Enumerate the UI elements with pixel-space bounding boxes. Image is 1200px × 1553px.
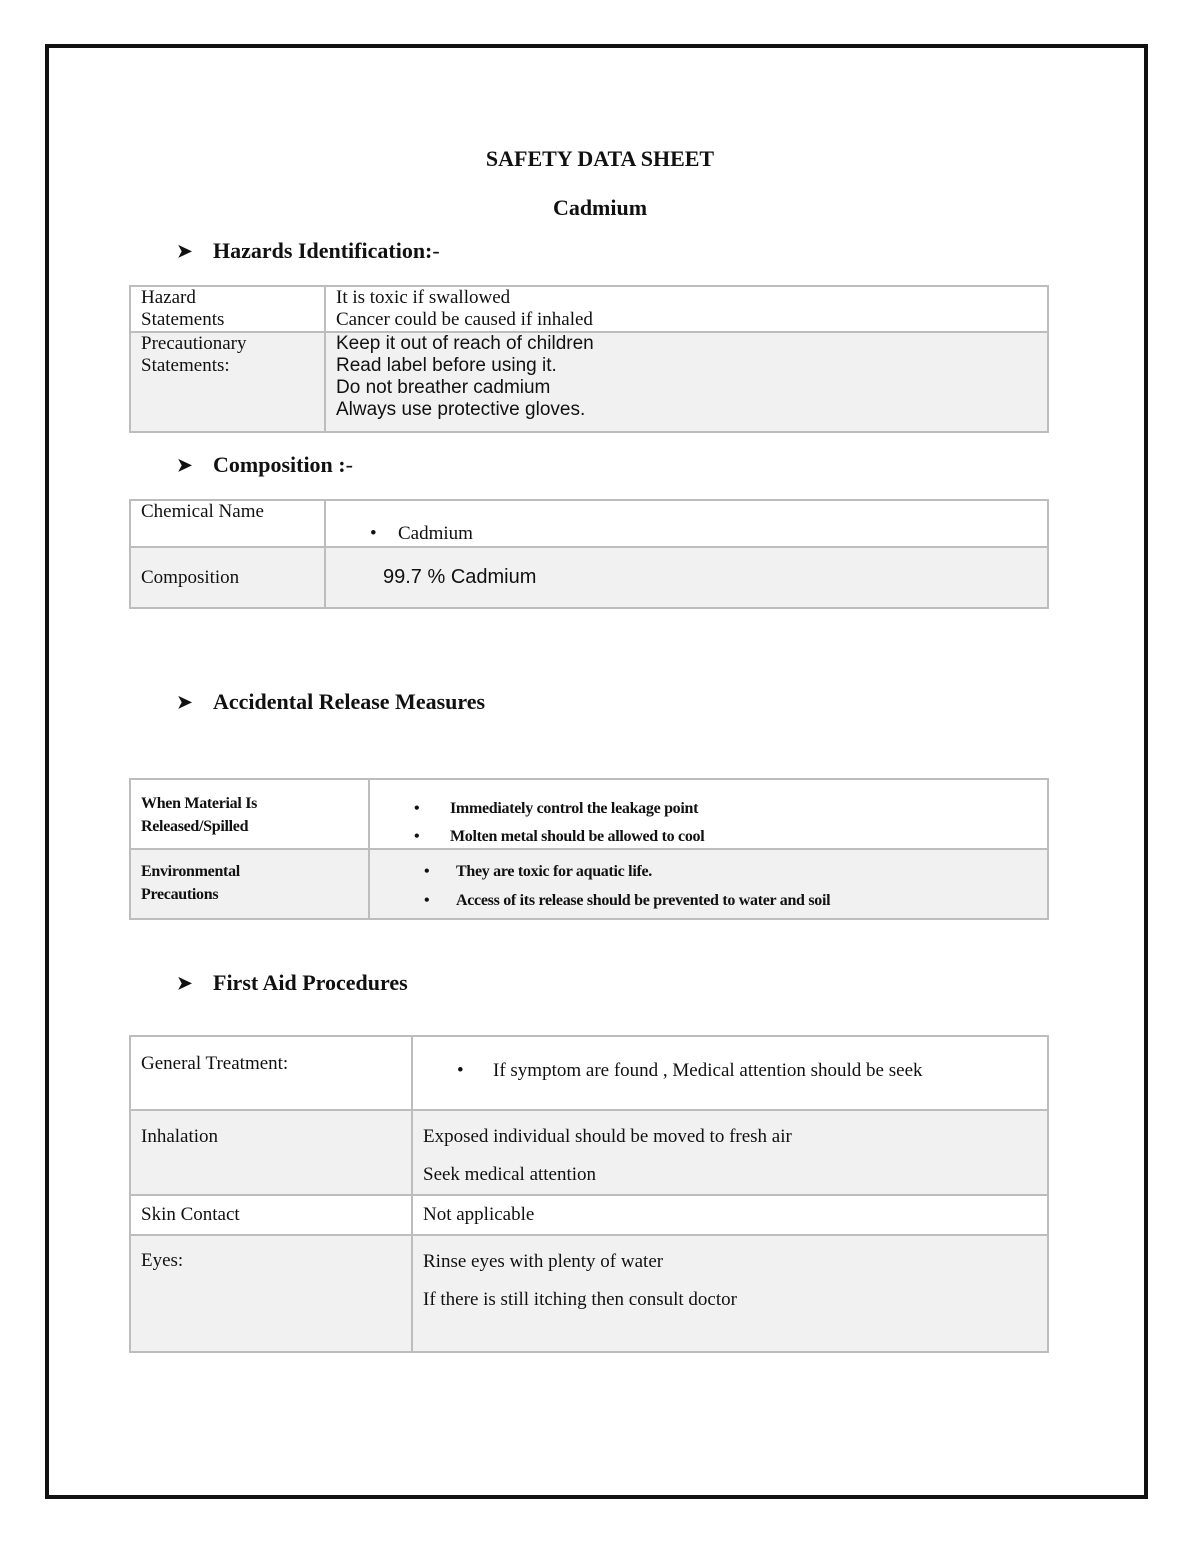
instruction-line: Exposed individual should be moved to fresh air [423, 1126, 792, 1147]
row-value-cell [412, 1036, 1048, 1110]
row-label-cell [130, 547, 325, 608]
row-label-cell [130, 1110, 412, 1195]
list-item [380, 884, 1037, 918]
row-value-cell [412, 1235, 1048, 1352]
row-label: Environmental Precautions [141, 863, 240, 903]
heading-text: First Aid Procedures [213, 970, 408, 995]
composition-table [129, 499, 1049, 609]
row-label-cell [130, 1195, 412, 1235]
bullet-icon: • [414, 800, 420, 817]
row-label-cell [130, 500, 325, 547]
document-subtitle: Cadmium [552, 195, 648, 220]
first-aid-table [129, 1035, 1049, 1353]
accidental-release-table [129, 778, 1049, 920]
bullet-icon: • [457, 1060, 464, 1081]
list-item-text: If symptom are found , Medical attention should be seek [493, 1060, 923, 1081]
table-row [130, 779, 1048, 849]
row-value-cell [325, 547, 1048, 608]
table-row [130, 1110, 1048, 1195]
row-value-cell [412, 1110, 1048, 1195]
bullet-icon: • [424, 863, 430, 880]
list-item [380, 826, 1037, 848]
document-title: SAFETY DATA SHEET [485, 146, 715, 171]
list-item [423, 1061, 1037, 1081]
list-item [380, 860, 1037, 884]
heading-text: Composition : [213, 452, 346, 477]
row-label: Skin Contact [141, 1204, 240, 1225]
row-label: When Material Is Released/Spilled [141, 795, 258, 835]
statement-line: Always use protective gloves. [336, 399, 586, 420]
heading-text: Accidental Release Measures [213, 689, 486, 714]
statement-line: Read label before using it. [336, 355, 557, 376]
row-label-cell [130, 1036, 412, 1110]
table-row [130, 500, 1048, 547]
row-label: Chemical Name [141, 501, 264, 522]
row-label: Inhalation [141, 1126, 219, 1147]
list-item [380, 792, 1037, 826]
instruction-line: Seek medical attention [423, 1164, 597, 1185]
bullet-icon: • [424, 892, 430, 909]
statement-line: Keep it out of reach of children [336, 333, 594, 354]
statement-line: Do not breather cadmium [336, 377, 551, 398]
row-label: Composition [141, 566, 240, 588]
heading-suffix: - [432, 238, 440, 263]
row-value-cell [412, 1195, 1048, 1235]
table-row [130, 547, 1048, 608]
row-label-cell [130, 1235, 412, 1352]
table-row [130, 1195, 1048, 1235]
list-item-text: Access of its release should be prevented to water and soil [456, 892, 831, 909]
row-value-cell [325, 500, 1048, 547]
row-label-cell [130, 286, 325, 332]
row-label-cell [130, 332, 325, 432]
instruction-line: If there is still itching then consult doctor [423, 1289, 737, 1310]
row-label-cell [130, 779, 369, 849]
table-row [130, 332, 1048, 432]
table-row [130, 286, 1048, 332]
list-item [336, 501, 1037, 545]
section-heading-first-aid [177, 970, 408, 996]
table-row [130, 849, 1048, 919]
section-heading-accidental-release [177, 689, 485, 715]
hazards-table [129, 285, 1049, 433]
chemical-name: Cadmium [398, 523, 473, 544]
list-item-text: Molten metal should be allowed to cool [450, 828, 705, 845]
arrow-icon: ➤ [177, 454, 193, 475]
heading-suffix: - [345, 452, 353, 477]
statement-line: Cancer could be caused if inhaled [336, 309, 593, 330]
heading-text: Hazards Identification: [213, 238, 433, 263]
arrow-icon: ➤ [177, 691, 193, 712]
row-label: Eyes: [141, 1250, 184, 1271]
instruction-line: Not applicable [423, 1204, 535, 1225]
table-row [130, 1235, 1048, 1352]
row-value-cell [369, 779, 1048, 849]
row-label: General Treatment: [141, 1053, 289, 1074]
statement-line: It is toxic if swallowed [336, 287, 511, 308]
row-value-cell [325, 332, 1048, 432]
list-item-text: Immediately control the leakage point [450, 800, 699, 817]
composition-value: 99.7 % Cadmium [383, 566, 537, 588]
instruction-line: Rinse eyes with plenty of water [423, 1251, 664, 1272]
list-item-text: They are toxic for aquatic life. [456, 863, 652, 880]
arrow-icon: ➤ [177, 240, 193, 261]
arrow-icon: ➤ [177, 972, 193, 993]
table-row [130, 1036, 1048, 1110]
bullet-icon: • [414, 828, 420, 845]
row-value-cell [325, 286, 1048, 332]
row-label: Hazard Statements [141, 287, 225, 330]
section-heading-hazards [177, 238, 440, 264]
row-label-cell [130, 849, 369, 919]
section-heading-composition [177, 452, 353, 478]
bullet-icon: • [370, 523, 377, 544]
row-label: Precautionary Statements: [141, 333, 247, 376]
row-value-cell [369, 849, 1048, 919]
